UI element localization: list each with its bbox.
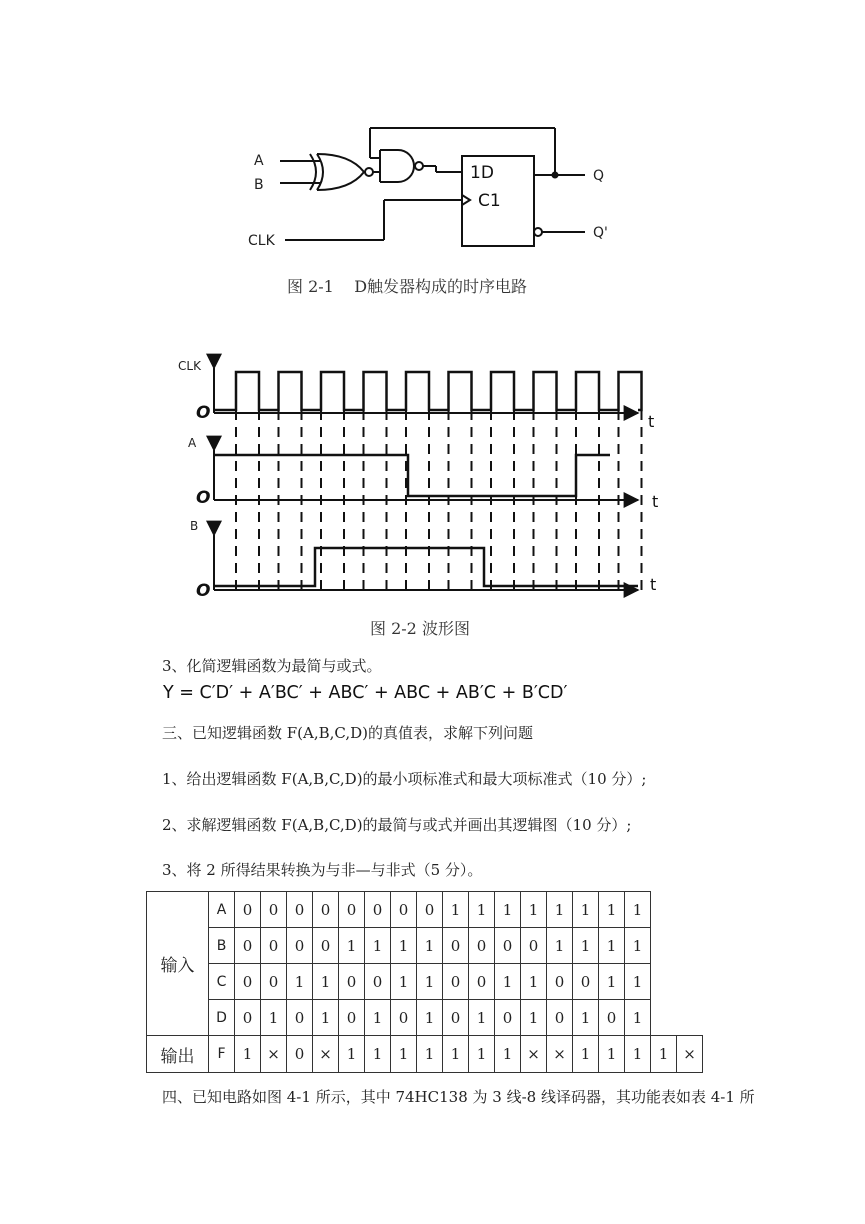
a-waveform xyxy=(214,455,610,496)
time-label-2: t xyxy=(652,492,659,511)
table-cell: 0 xyxy=(287,1000,313,1036)
table-cell: 0 xyxy=(235,964,261,1000)
table-cell: 0 xyxy=(339,892,365,928)
table-cell: 1 xyxy=(235,1036,261,1073)
signal-clk-label: CLK xyxy=(178,359,201,373)
variable-label: A xyxy=(209,892,235,928)
formula-y: Y = C′D′ + A′BC′ + ABC′ + ABC + AB′C + B′CD′ xyxy=(163,683,568,703)
table-cell: 0 xyxy=(287,1036,313,1073)
table-cell: 1 xyxy=(417,928,443,964)
table-cell: × xyxy=(547,1036,573,1073)
table-cell: 1 xyxy=(313,964,339,1000)
table-cell: 1 xyxy=(417,1036,443,1073)
variable-label: B xyxy=(209,928,235,964)
table-cell: 0 xyxy=(261,928,287,964)
table-cell: 1 xyxy=(625,964,651,1000)
table-cell: 1 xyxy=(287,964,313,1000)
section-3-q1: 1、给出逻辑函数 F(A,B,C,D)的最小项标准式和最大项标准式（10 分）; xyxy=(162,770,647,788)
table-cell: 1 xyxy=(365,928,391,964)
table-cell: 0 xyxy=(365,964,391,1000)
table-cell: 1 xyxy=(391,928,417,964)
ff-d-label: 1D xyxy=(470,163,494,183)
table-cell: 1 xyxy=(313,1000,339,1036)
table-cell: 0 xyxy=(547,964,573,1000)
table-cell: 1 xyxy=(521,1000,547,1036)
table-cell: 1 xyxy=(469,1036,495,1073)
table-cell: 1 xyxy=(599,1036,625,1073)
table-cell: 0 xyxy=(339,964,365,1000)
table-cell: 1 xyxy=(625,928,651,964)
clk-waveform xyxy=(214,372,642,410)
table-cell: 0 xyxy=(573,964,599,1000)
origin-label-1: O xyxy=(196,403,211,423)
table-cell: 0 xyxy=(391,1000,417,1036)
label-clk: CLK xyxy=(248,233,275,249)
label-b: B xyxy=(254,177,264,193)
table-cell: 0 xyxy=(235,1000,261,1036)
time-label-1: t xyxy=(648,412,655,431)
table-row xyxy=(147,1000,703,1036)
table-cell: 1 xyxy=(469,892,495,928)
table-cell: 1 xyxy=(365,1000,391,1036)
table-cell: 0 xyxy=(521,928,547,964)
time-label-3: t xyxy=(650,575,657,594)
table-cell: 1 xyxy=(469,1000,495,1036)
table-cell: 0 xyxy=(391,892,417,928)
table-cell: 0 xyxy=(365,892,391,928)
variable-label: F xyxy=(209,1036,235,1073)
waveform-diagram xyxy=(170,350,670,610)
table-cell: 0 xyxy=(443,964,469,1000)
table-cell: 1 xyxy=(391,964,417,1000)
table-cell: 1 xyxy=(417,964,443,1000)
table-cell: 0 xyxy=(443,928,469,964)
label-q: Q xyxy=(593,168,605,184)
table-cell: 0 xyxy=(495,1000,521,1036)
input-group-label: 输入 xyxy=(147,892,209,1036)
variable-label: D xyxy=(209,1000,235,1036)
table-cell: 1 xyxy=(625,1036,651,1073)
truth-table xyxy=(146,891,703,1073)
table-row xyxy=(147,892,703,928)
table-cell: 1 xyxy=(547,928,573,964)
signal-a-label: A xyxy=(188,436,197,450)
table-cell: 0 xyxy=(261,892,287,928)
table-cell: 1 xyxy=(417,1000,443,1036)
section-3-title: 三、已知逻辑函数 F(A,B,C,D)的真值表，求解下列问题 xyxy=(162,724,534,742)
table-cell: 0 xyxy=(469,964,495,1000)
question-3-text: 3、化简逻辑函数为最简与或式。 xyxy=(162,657,382,675)
table-cell: 1 xyxy=(625,1000,651,1036)
table-cell: 1 xyxy=(573,892,599,928)
table-cell: 1 xyxy=(599,928,625,964)
table-cell: × xyxy=(313,1036,339,1073)
table-cell: 1 xyxy=(625,892,651,928)
table-cell: 0 xyxy=(313,892,339,928)
table-row xyxy=(147,964,703,1000)
table-cell: 0 xyxy=(235,892,261,928)
origin-label-2: O xyxy=(196,488,211,508)
table-cell: 1 xyxy=(339,928,365,964)
output-group-label: 输出 xyxy=(147,1036,209,1073)
table-cell: 0 xyxy=(313,928,339,964)
table-cell: 0 xyxy=(599,1000,625,1036)
table-cell: 0 xyxy=(261,964,287,1000)
table-cell: 0 xyxy=(235,928,261,964)
table-cell: 0 xyxy=(417,892,443,928)
table-cell: 1 xyxy=(443,892,469,928)
table-cell: 1 xyxy=(651,1036,677,1073)
table-cell: × xyxy=(261,1036,287,1073)
table-cell: 1 xyxy=(495,964,521,1000)
table-cell: 1 xyxy=(495,1036,521,1073)
table-cell: 1 xyxy=(573,928,599,964)
origin-label-3: O xyxy=(196,581,211,601)
table-cell: 0 xyxy=(495,928,521,964)
table-cell: × xyxy=(677,1036,703,1073)
circuit-diagram xyxy=(240,120,620,260)
table-cell: 1 xyxy=(573,1000,599,1036)
signal-b-label: B xyxy=(190,519,199,533)
section-4-text: 四、已知电路如图 4-1 所示，其中 74HC138 为 3 线-8 线译码器，其功能表如表 4-1 所 xyxy=(162,1088,755,1106)
table-cell: 1 xyxy=(547,892,573,928)
table-cell: 1 xyxy=(599,964,625,1000)
section-3-q3: 3、将 2 所得结果转换为与非—与非式（5 分）。 xyxy=(162,861,483,879)
label-a: A xyxy=(254,153,264,169)
table-cell: 1 xyxy=(391,1036,417,1073)
table-cell: 0 xyxy=(443,1000,469,1036)
table-cell: 1 xyxy=(521,892,547,928)
table-cell: 1 xyxy=(599,892,625,928)
table-cell: 1 xyxy=(521,964,547,1000)
table-cell: 0 xyxy=(547,1000,573,1036)
table-cell: 1 xyxy=(261,1000,287,1036)
table-cell: 1 xyxy=(573,1036,599,1073)
variable-label: C xyxy=(209,964,235,1000)
table-cell: 0 xyxy=(339,1000,365,1036)
table-row xyxy=(147,1036,703,1073)
table-cell: 1 xyxy=(365,1036,391,1073)
table-row xyxy=(147,928,703,964)
figure-2-1-caption: 图 2-1 D触发器构成的时序电路 xyxy=(287,277,528,296)
ff-c-label: C1 xyxy=(478,191,501,211)
table-cell: × xyxy=(521,1036,547,1073)
section-3-q2: 2、求解逻辑函数 F(A,B,C,D)的最简与或式并画出其逻辑图（10 分）; xyxy=(162,816,632,834)
table-cell: 0 xyxy=(469,928,495,964)
table-cell: 0 xyxy=(287,892,313,928)
table-cell: 1 xyxy=(495,892,521,928)
figure-2-2-caption: 图 2-2 波形图 xyxy=(370,619,470,638)
table-cell: 1 xyxy=(339,1036,365,1073)
label-qn: Q' xyxy=(593,225,608,241)
table-cell: 1 xyxy=(443,1036,469,1073)
table-cell: 0 xyxy=(287,928,313,964)
